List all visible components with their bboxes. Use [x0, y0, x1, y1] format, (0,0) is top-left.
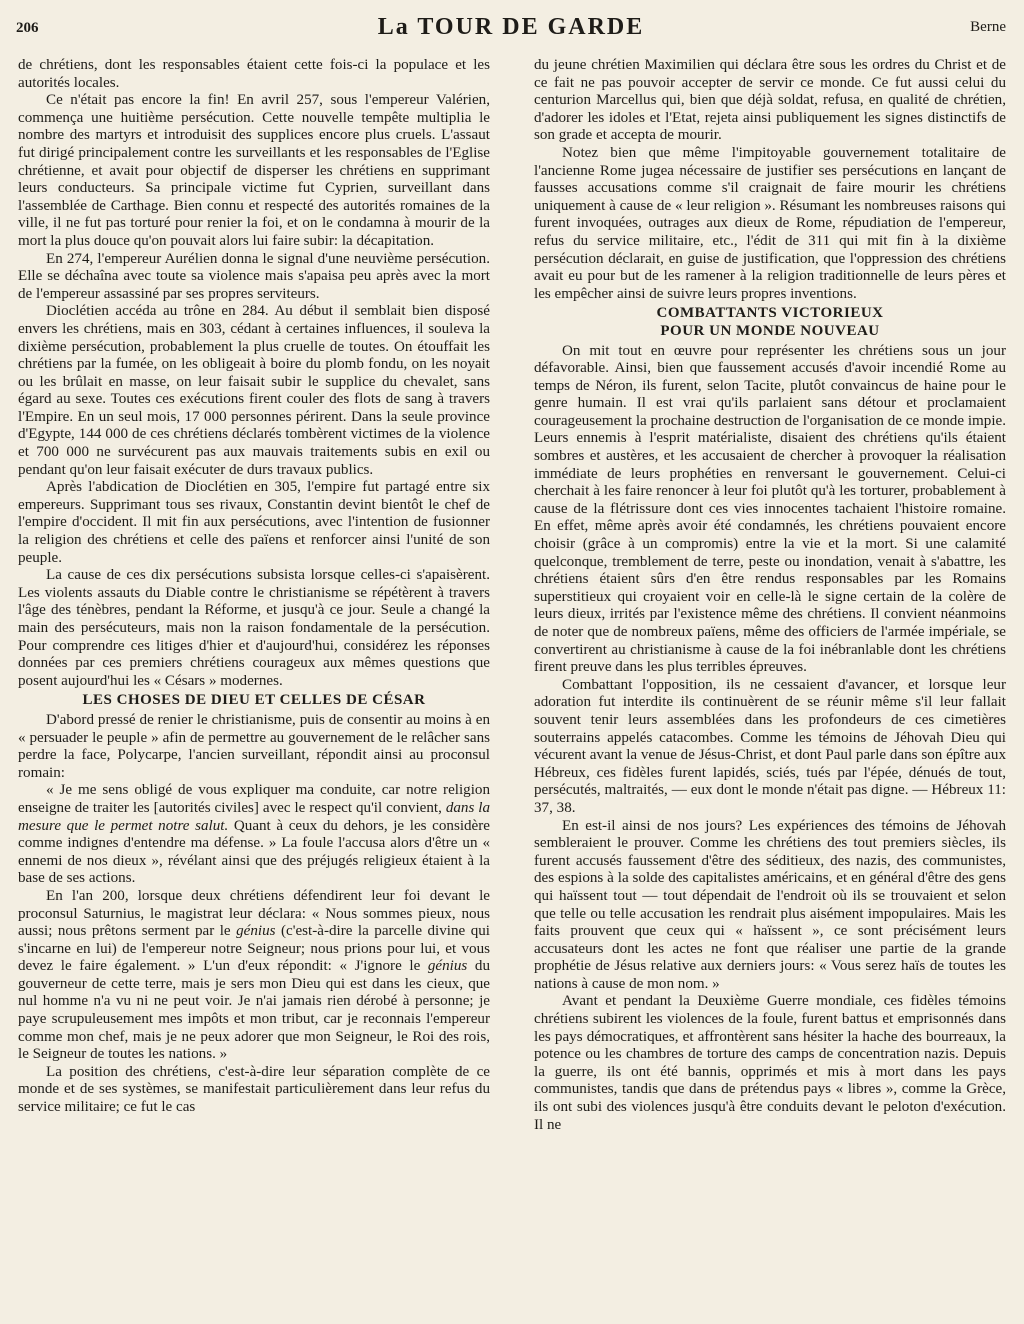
- paragraph: La cause de ces dix persécutions subsista lorsque celles-ci s'apaisèrent. Les violents assauts du Diable contre le christianisme se répétèrent à travers l'âge des ténèbres, pendant la Réforme, et jusqu'à ce jour. Seule a changé la main des persécuteurs, mais non la raison fondamentale de la persécution. Pour comprendre ces litiges d'hier et d'aujourd'hui, considérez les réponses données par ces premiers chrétiens courageux aux mêmes questions que posent aujourd'hui les « Césars » modernes.: [18, 567, 490, 689]
- paragraph: Avant et pendant la Deuxième Guerre mondiale, ces fidèles témoins chrétiens subirent les violences de la foule, furent battus et emprisonnés dans les pays démocratiques, et affrontèrent sans hésiter la hache des bourreaux, la potence ou les chambres de torture des camps de concentration nazis. Depuis la guerre, ils ont été bannis, opprimés et mis à mort dans les pays communistes, tandis que dans de prétendus pays « libres », comme la Grèce, ils ont subi des violences jusqu'à être conduits devant le peloton d'exécution. Il ne: [534, 993, 1006, 1133]
- paragraph: D'abord pressé de renier le christianisme, puis de consentir au moins à en « persuader le peuple » afin de permettre au gouvernement de le relâcher sans perdre la face, Polycarpe, l'ancien surveillant, répondit ainsi au proconsul romain:: [18, 711, 490, 781]
- italic-text: dans la mesure que le permet notre salut.: [18, 799, 491, 834]
- paragraph: Notez bien que même l'impitoyable gouvernement totalitaire de l'ancienne Rome jugea nécessaire de justifier ses persécutions en lançant de fausses accusations comme s'il craignait de faire mourir les chrétiens uniquement à cause de « leur religion ». Résumant les nombreuses raisons qui furent invoquées, outrages aux dieux de Rome, répudiation de l'empereur, refus du service militaire, etc., l'édit de 311 qui mit fin à la dixième persécution déclarait, en guise de justification, que l'oppression des chrétiens avait eu pour but de les ramener à la religion traditionnelle de leurs pères et les empêcher ainsi de suivre leurs propres inventions.: [534, 144, 1006, 302]
- edition-label: Berne: [970, 19, 1006, 35]
- paragraph: [18, 782, 490, 888]
- italic-text: génius: [236, 923, 276, 940]
- paragraph: Après l'abdication de Dioclétien en 305, l'empire fut partagé entre six empereurs. Supprimant tous ses rivaux, Constantin devint bientôt le chef de l'empire d'occident. Il mit fin aux persécutions, avec l'intention de fusionner la religion des chrétiens et celle des païens et renforcer ainsi l'unité de son peuple.: [18, 479, 490, 566]
- page-number: 206: [16, 20, 39, 36]
- paragraph: [18, 888, 490, 1064]
- right-column: [534, 57, 1006, 1134]
- paragraph: de chrétiens, dont les responsables étaient cette fois-ci la populace et les autorités locales.: [18, 57, 490, 91]
- left-column: [18, 57, 490, 1117]
- section-heading: [534, 305, 1006, 340]
- italic-text: génius: [427, 958, 468, 975]
- paragraph: En 274, l'empereur Aurélien donna le signal d'une neuvième persécution. Elle se déchaîna avec toute sa violence mais s'apaisa peu après avec la mort de l'empereur assassiné par ses propres serviteurs.: [18, 250, 490, 302]
- heading-line: POUR UN MONDE NOUVEAU: [660, 322, 880, 339]
- paragraph: En est-il ainsi de nos jours? Les expériences des témoins de Jéhovah sembleraient le prouver. Comme les chrétiens des tout premiers siècles, ils furent accusés faussement d'être des séditieux, des nazis, des communistes, des espions à la solde des capitalistes américains, et en général d'être des gens qui haïssent tout — tout dépendait de l'endroit où ils se trouvaient et selon que telle ou telle accusation les rendrait plus aisément impopulaires. Mais les faits prouvent que ceux qui « haïssent », ce sont précisément leurs accusateurs dont les actes ne font que réaliser une partie de la grande prophétie de Jésus relative aux derniers jours: « Vous serez haïs de toutes les nations à cause de mon nom. »: [534, 817, 1006, 992]
- page-header: [16, 14, 1006, 44]
- section-heading: LES CHOSES DE DIEU ET CELLES DE CÉSAR: [82, 692, 426, 709]
- text-run: Quant à ceux du dehors, je les considère comme indignes d'entendre ma défense. » La foule l'accusa alors d'être un « ennemi de nos dieux », révélant ainsi que des préjugés religieux étaient à la base de ses actions.: [18, 817, 490, 887]
- text-run: (c'est-à-dire la parcelle divine qui s'incarne en lui) de l'empereur notre Seigneur; nous prions pour lui, et vous devez le faire également. » L'un d'eux répondit: « J'ignore le: [18, 923, 490, 975]
- paragraph: Combattant l'opposition, ils ne cessaient d'avancer, et lorsque leur adoration fut interdite ils continuèrent de se réunir même s'il leur fallait souvent tenir leurs assemblées dans les profondeurs de ces cimetières souterrains appelés catacombes. Comme les témoins de Jéhovah Dieu qui vécurent avant la venue de Jésus-Christ, et dont Paul parle dans son épître aux Hébreux, ces fidèles furent lapidés, sciés, tués par l'épée, dénués de tout, persécutés, maltraités, — eux dont le monde n'était pas digne. — Hébreux 11: 37, 38.: [534, 676, 1006, 816]
- text-run: En l'an 200, lorsque deux chrétiens défendirent leur foi devant le proconsul Saturnius, le magistrat leur déclara: « Nous sommes pieux, nous aussi; nous prêtons serment par le: [18, 887, 490, 940]
- text-run: du gouverneur de cette terre, mais je sers mon Dieu qui est dans les cieux, que nul homme n'a vu ni ne peut voir. Je n'ai jamais rien dérobé à personne; je paye scrupuleusement mes impôts et mon tribut, car je reconnais l'empereur comme mon chef, mais je ne peux adorer que mon Seigneur, le Roi des rois, le Seigneur de toutes les nations. »: [18, 958, 490, 1063]
- paragraph: Dioclétien accéda au trône en 284. Au début il semblait bien disposé envers les chrétiens, mais en 303, cédant à certaines influences, il souleva la dixième persécution, probablement la plus cruelle de toutes. On étouffait les chrétiens par la fumée, on les obligeait à boire du plomb fondu, on les noyait ou les brûlait en masse, on leur faisait subir le supplice du chevalet, sans égard au sexe. Toutes ces exécutions firent couler des flots de sang à travers l'Empire. En un seul mois, 17 000 personnes périrent. Dans la seule province d'Egypte, 144 000 de ces chrétiens déclarés tombèrent victimes de la violence et 700 000 ne survécurent pas aux mauvais traitements subis en exil ou pendant qu'on leur faisait exécuter de durs travaux publics.: [18, 303, 490, 478]
- heading-line: COMBATTANTS VICTORIEUX: [656, 305, 884, 322]
- paragraph: du jeune chrétien Maximilien qui déclara être sous les ordres du Christ et de ce fait ne pas pouvoir accepter de servir ce monde. Ce fut aussi celui du centurion Marcellus qui, bien que déjà soldat, refusa, en qualité de chrétien, d'adorer les idoles et l'Etat, rejeta ainsi publiquement les signes distinctifs de son grade et accepta de mourir.: [534, 57, 1006, 144]
- magazine-title: La TOUR DE GARDE: [377, 14, 645, 40]
- paragraph: La position des chrétiens, c'est-à-dire leur séparation complète de ce monde et de ses systèmes, se manifestait particulièrement dans leur refus du service militaire; ce fut le cas: [18, 1063, 490, 1116]
- paragraph: Ce n'était pas encore la fin! En avril 257, sous l'empereur Valérien, commença une huitième persécution. Cette nouvelle tempête multiplia le nombre des martyrs et introduisit des supplices encore plus cruels. L'assaut fut dirigé principalement contre les surveillants et les responsables de l'Eglise chrétienne, et avait pour objectif de disperser les chrétiens en supprimant leurs conducteurs. Sa principale victime fut Cyprien, surveillant dans l'assemblée de Carthage. Bien connu et respecté des autorités romaines de la ville, il ne fut pas torturé pour renier la foi, et on le condamna à mourir de la mort la plus douce qu'on pouvait alors lui faire subir: la décapitation.: [18, 92, 490, 249]
- text-run: « Je me sens obligé de vous expliquer ma conduite, car notre religion enseigne de traiter les [autorités civiles] avec le respect qu'il convient,: [18, 782, 490, 816]
- paragraph: On mit tout en œuvre pour représenter les chrétiens sous un jour défavorable. Ainsi, bien que faussement accusés d'avoir incendié Rome au temps de Néron, ils furent, selon Tacite, plutôt convaincus de haine pour le genre humain. Il est vrai qu'ils parlaient sans détour et proclamaient courageusement la prochaine destruction de l'organisation de ce monde impie. Leurs ennemis à l'esprit matérialiste, disaient des chrétiens qu'ils étaient sombres et austères, et les accusaient de chercher à provoquer la réalisation immédiate de leurs prophéties en renversant le gouvernement. Celui-ci cherchait à les faire renoncer à leur foi plutôt qu'à les torturer, probablement à cause de la flétrissure dont ces vies innocentes tachaient l'histoire romaine. En effet, même après avoir été condamnés, les chrétiens pouvaient encore choisir (grâce à un compromis) entre la vie et la mort. Si une calamité quelconque, tremblement de terre, peste ou inondation, venait à s'abattre, les chrétiens étaient sûrs d'en être rendus responsables par les Romains superstitieux qui croyaient voir en celle-là le signe certain de la colère de leurs dieux, irrités par l'existence même des chrétiens. Il convient néanmoins de noter que de nombreux païens, même des officiers de l'armée impériale, se convertirent au christianisme à cause de la foi inébranlable dont les chrétiens firent preuve dans les plus terribles épreuves.: [534, 342, 1006, 676]
